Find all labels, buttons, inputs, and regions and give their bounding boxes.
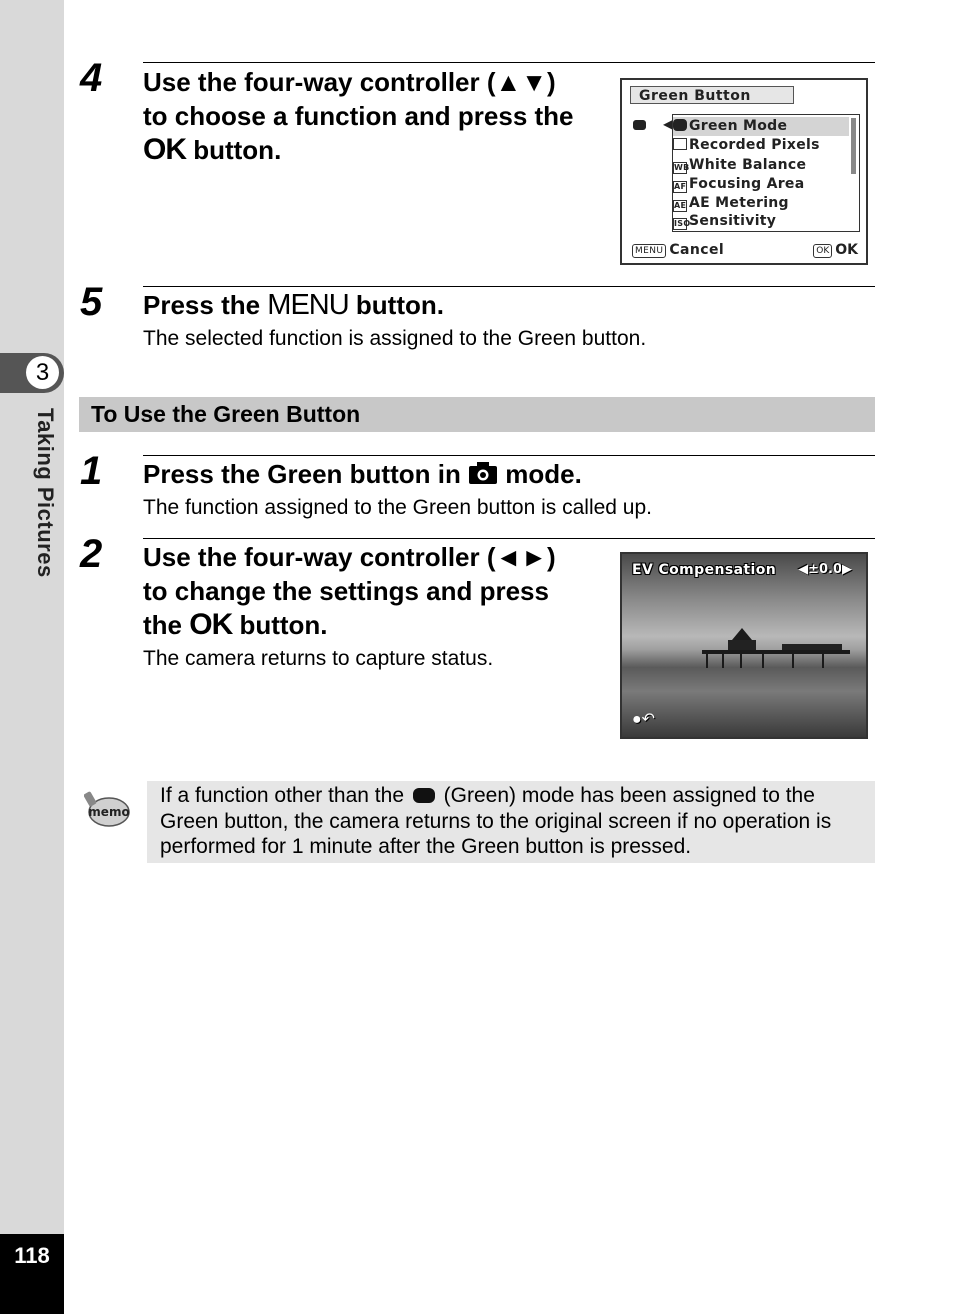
menu-list — [672, 114, 860, 232]
ok-icon: OK — [189, 608, 233, 641]
menu-title: Green Button — [630, 86, 794, 104]
ev-compensation-screen — [620, 552, 868, 739]
svg-text:memo: memo — [88, 805, 130, 819]
memo-text: If a function other than the (Green) mode has been assigned to the Green button, the camera returns to the original screen if no operation is performed for 1 minute after the Green button is pressed. — [160, 784, 832, 858]
green-mode-icon — [673, 119, 687, 131]
menu-item-white-balance[interactable]: WBWhite Balance — [674, 157, 807, 173]
step-title-line: OK button. — [143, 133, 282, 166]
recorded-pixels-icon — [673, 138, 687, 150]
step-title-line: Use the four-way controller (▲▼) — [143, 67, 556, 97]
step-title-line: Use the four-way controller (◄►) — [143, 542, 556, 572]
focusing-area-icon: AF — [674, 182, 687, 191]
step-divider — [143, 455, 875, 456]
step-title-line: to choose a function and press the — [143, 101, 574, 131]
page-number: 118 — [14, 1243, 50, 1268]
step-title: Press the Green button in mode. — [143, 457, 843, 493]
step-title — [143, 540, 613, 642]
ae-metering-icon: AE — [674, 201, 687, 210]
menu-icon: MENU — [267, 289, 349, 321]
scrollbar — [851, 118, 856, 174]
step-title — [143, 65, 613, 167]
memo-icon — [84, 790, 130, 828]
menu-item-sensitivity[interactable]: ISOSensitivity — [674, 213, 777, 229]
ev-compensation-value[interactable]: ◀±0.0▶ — [798, 562, 852, 577]
menu-item-green-mode[interactable]: Green Mode — [673, 117, 849, 136]
return-icon: ●↶ — [632, 711, 656, 728]
step-body: The selected function is assigned to the Green button. — [143, 327, 647, 350]
step-title-line: the OK button. — [143, 608, 328, 641]
step-body: The function assigned to the Green button is called up. — [143, 496, 652, 519]
section-title: To Use the Green Button — [91, 401, 361, 427]
green-mode-icon — [413, 788, 435, 803]
step-divider — [143, 538, 875, 539]
menu-item-ae-metering[interactable]: AE AE Metering — [674, 195, 789, 211]
green-button-menu-screen — [620, 78, 868, 265]
menu-item-recorded-pixels[interactable]: Recorded Pixels — [673, 136, 820, 155]
chapter-sidebar — [0, 0, 64, 1314]
pier-photo — [622, 554, 868, 739]
ok-icon: OK — [143, 133, 186, 166]
ok-key-icon: OK — [813, 244, 832, 258]
ev-compensation-label: EV Compensation — [632, 562, 777, 578]
step-number: 4 — [80, 56, 103, 100]
arrow-left-icon: ◀ — [663, 117, 673, 131]
step-body: The camera returns to capture status. — [143, 647, 494, 670]
cancel-button[interactable]: MENU Cancel — [632, 242, 724, 258]
white-balance-icon: WB — [674, 163, 690, 172]
green-mode-marker-icon — [633, 120, 646, 130]
step-divider — [143, 62, 875, 63]
step-title: Press the MENU button. — [143, 289, 444, 321]
ok-button[interactable]: OK OK — [813, 242, 858, 258]
camera-icon — [468, 459, 498, 493]
arrow-left-icon: ◀ — [798, 562, 809, 577]
step-number: 1 — [80, 449, 103, 493]
menu-item-focusing-area[interactable]: AF Focusing Area — [674, 176, 805, 192]
step-number: 5 — [80, 280, 103, 324]
sensitivity-icon: ISO — [674, 219, 691, 228]
chapter-title: Taking Pictures — [33, 408, 58, 578]
arrow-right-icon: ▶ — [842, 562, 852, 577]
step-divider — [143, 286, 875, 287]
step-title-line: to change the settings and press — [143, 576, 549, 606]
chapter-number: 3 — [26, 356, 59, 389]
step-number: 2 — [80, 532, 103, 576]
menu-key-icon: MENU — [632, 244, 666, 258]
